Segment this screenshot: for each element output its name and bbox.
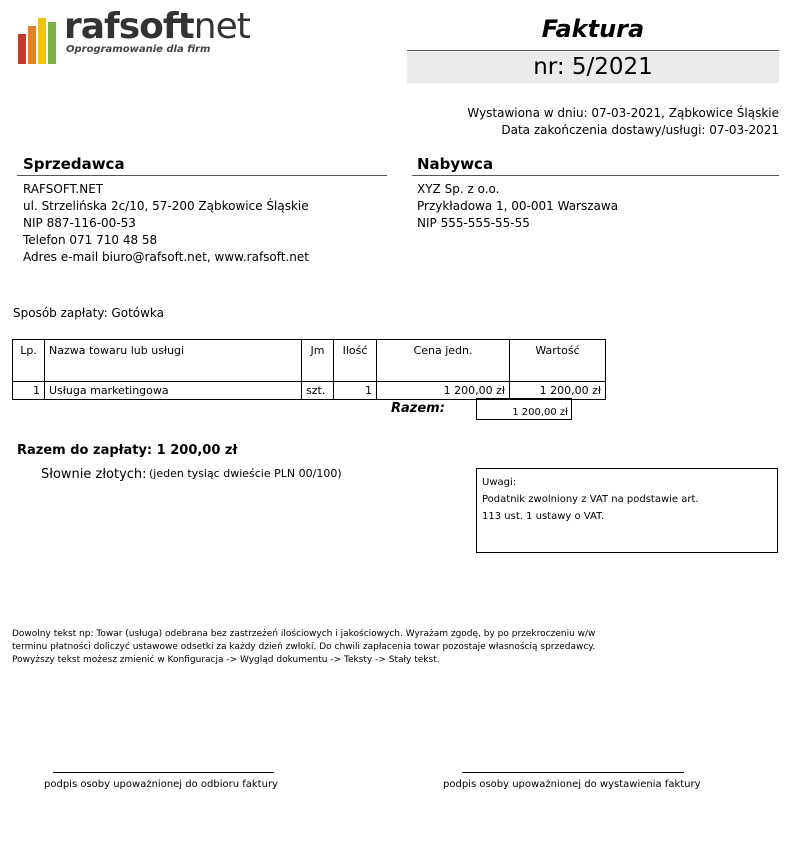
buyer-nip: NIP 555-555-55-55: [417, 216, 530, 230]
logo-bar-3: [38, 18, 46, 64]
receiver-signature-label: podpis osoby upoważnionej do odbioru faktury: [44, 779, 278, 790]
notes-line-2: 113 ust. 1 ustawy o VAT.: [482, 511, 605, 522]
issue-info: [467, 105, 779, 139]
invoice-number: nr: 5/2021: [407, 52, 779, 83]
col-price: Cena jedn.: [377, 340, 510, 382]
logo-bar-2: [28, 26, 36, 64]
notes-label: Uwagi:: [482, 477, 517, 488]
amount-in-words-label: Słownie złotych:: [41, 467, 147, 482]
col-name: Nazwa towaru lub usługi: [45, 340, 302, 382]
table-header-row: [13, 340, 606, 382]
cell-price: 1 200,00 zł: [377, 382, 510, 400]
issuer-signature-label: podpis osoby upoważnionej do wystawienia faktury: [443, 779, 701, 790]
delivery-date: Data zakończenia dostawy/usługi: 07-03-2021: [501, 123, 779, 137]
items-table: [12, 339, 606, 400]
title-divider: [407, 50, 779, 51]
footer-line-3: Powyższy tekst możesz zmienić w Konfiguracja -> Wygląd dokumentu -> Teksty -> Stały tekst.: [12, 655, 440, 665]
notes-box: [476, 468, 778, 553]
col-qty: Ilość: [334, 340, 377, 382]
seller-phone: Telefon 071 710 48 58: [23, 233, 158, 247]
cell-name: Usługa marketingowa: [45, 382, 302, 400]
receiver-signature-line: [53, 772, 274, 773]
buyer-heading: Nabywca: [417, 155, 494, 173]
logo-bar-4: [48, 22, 56, 64]
buyer-name: XYZ Sp. z o.o.: [417, 182, 500, 196]
logo-bars-icon: [18, 18, 58, 64]
total-to-pay: Razem do zapłaty: 1 200,00 zł: [17, 443, 238, 458]
amount-in-words: (jeden tysiąc dwieście PLN 00/100): [149, 467, 342, 480]
buyer-divider: [412, 175, 779, 176]
document-title: Faktura: [541, 15, 645, 43]
sum-value: 1 200,00 zł: [476, 398, 572, 420]
cell-qty: 1: [334, 382, 377, 400]
col-lp: Lp.: [13, 340, 45, 382]
buyer-address: Przykładowa 1, 00-001 Warszawa: [417, 199, 619, 213]
cell-lp: 1: [13, 382, 45, 400]
logo-wordmark: rafsoftnet: [64, 6, 250, 47]
issuer-signature-line: [462, 772, 684, 773]
payment-method: Sposób zapłaty: Gotówka: [13, 306, 165, 320]
seller-email: Adres e-mail biuro@rafsoft.net, www.rafsoft.net: [23, 250, 309, 264]
col-unit: Jm: [302, 340, 334, 382]
col-value: Wartość: [510, 340, 606, 382]
notes-line-1: Podatnik zwolniony z VAT na podstawie art.: [482, 494, 699, 505]
buyer-details: [417, 181, 618, 232]
footer-line-2: terminu płatności doliczyć ustawowe odsetki za każdy dzień zwłoki. Do chwili zapłacenia towar pozostaje własnością sprzedawcy.: [12, 642, 596, 652]
sum-label: Razem:: [391, 401, 445, 416]
issued-date: Wystawiona w dniu: 07-03-2021, Ząbkowice Śląskie: [467, 106, 779, 120]
cell-unit: szt.: [302, 382, 334, 400]
footer-text: [12, 628, 612, 667]
cell-value: 1 200,00 zł: [510, 382, 606, 400]
seller-divider: [17, 175, 387, 176]
footer-line-1: Dowolny tekst np: Towar (usługa) odebrana bez zastrzeżeń ilościowych i jakościowych. Wyrażam zgodę, by po przekroczeniu w/w: [12, 629, 596, 639]
seller-name: RAFSOFT.NET: [23, 182, 104, 196]
seller-details: [23, 181, 309, 266]
logo-bar-1: [18, 34, 26, 64]
seller-nip: NIP 887-116-00-53: [23, 216, 136, 230]
seller-address: ul. Strzelińska 2c/10, 57-200 Ząbkowice Śląskie: [23, 199, 309, 213]
logo-tagline: Oprogramowanie dla firm: [66, 44, 211, 55]
seller-heading: Sprzedawca: [23, 155, 125, 173]
table-row: [13, 382, 606, 400]
